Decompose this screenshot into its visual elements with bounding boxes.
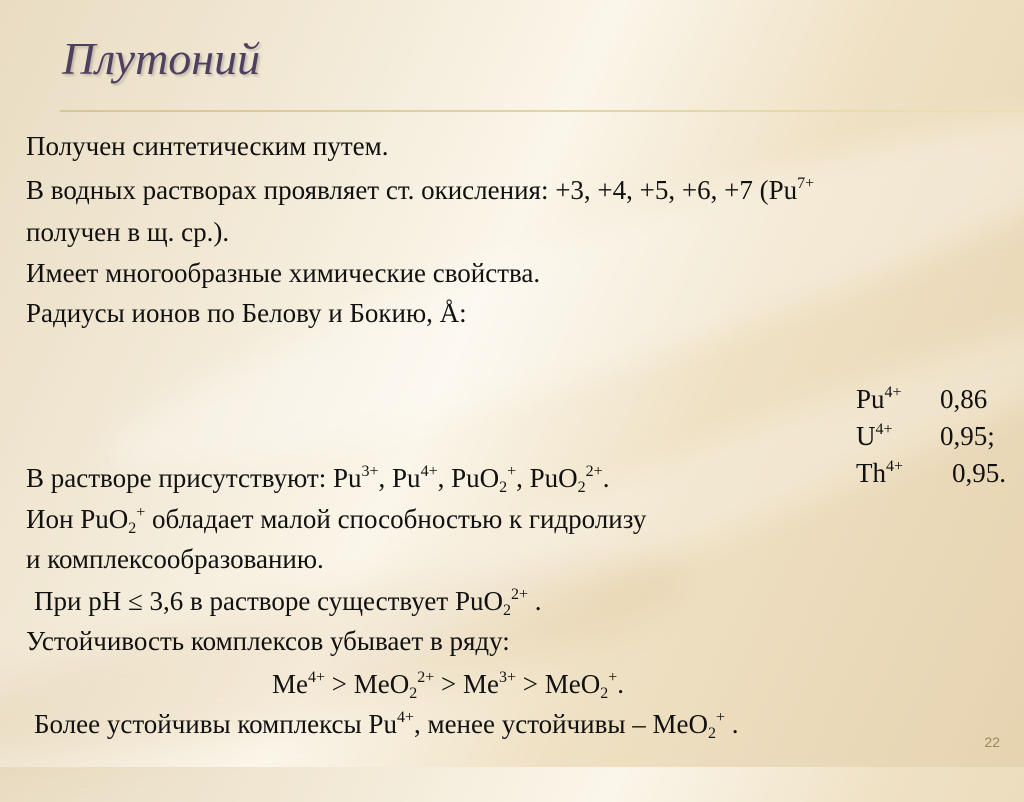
- slide-title: Плутоний: [62, 33, 261, 84]
- text-line-puo2-hydrolysis: Ион PuO$_2$+ обладает малой способностью к гидролизу: [26, 504, 647, 537]
- radius-value: 0,86: [940, 384, 988, 414]
- text-line-ion-radii: Радиусы ионов по Белову и Бокию, Å:: [26, 298, 467, 328]
- hydrolysis-text: обладает малой способностью к гидролизу: [145, 504, 647, 534]
- ion-label: $Pu^{4+}$: [856, 384, 902, 414]
- text-line-chemical-properties: Имеет многообразные химические свойства.: [26, 258, 541, 288]
- text-line-stable-complexes: Более устойчивы комплексы $Pu^{4+}$, менее устойчивы – MeO$_2$+ .: [34, 709, 739, 742]
- oxidation-text: В водных растворах проявляет ст. окисления: +3, +4, +5, +6, +7 (Pu: [26, 175, 798, 205]
- text-line-complexation: и комплексообразованию.: [26, 544, 324, 574]
- species-label: В растворе присутствуют:: [26, 463, 333, 493]
- ion-label: $Th^{4+}$: [856, 458, 904, 488]
- ion-label: $U^{4+}$: [856, 421, 893, 451]
- text-line-synthetic: Получен синтетическим путем.: [26, 131, 389, 161]
- radius-value: 0,95;: [940, 421, 995, 451]
- ph-text: При pH ≤ 3,6 в растворе существует: [34, 586, 455, 616]
- stability-series: $Me^{4+} > MeO_2^{2+} > Me^{3+} > MeO_2^+$.: [272, 669, 625, 702]
- text-line-species-present: В растворе присутствуют: $Pu^{3+}$, $Pu^{4+}$, PuO$_2$+, PuO$_2^{2+}$.: [26, 463, 610, 496]
- text-line-ph: При pH ≤ 3,6 в растворе существует PuO$_2^{2+}$ .: [34, 586, 542, 619]
- title-divider: [60, 110, 1024, 112]
- text-line-alkaline: получен в щ. ср.).: [26, 217, 230, 247]
- page-number: 22: [984, 734, 1000, 750]
- pu7-charge: 7+: [797, 175, 815, 192]
- text-line-stability-series-intro: Устойчивость комплексов убывает в ряду:: [26, 626, 510, 656]
- radius-value: 0,95.: [952, 458, 1006, 488]
- text-line-oxidation-states: [26, 172, 814, 208]
